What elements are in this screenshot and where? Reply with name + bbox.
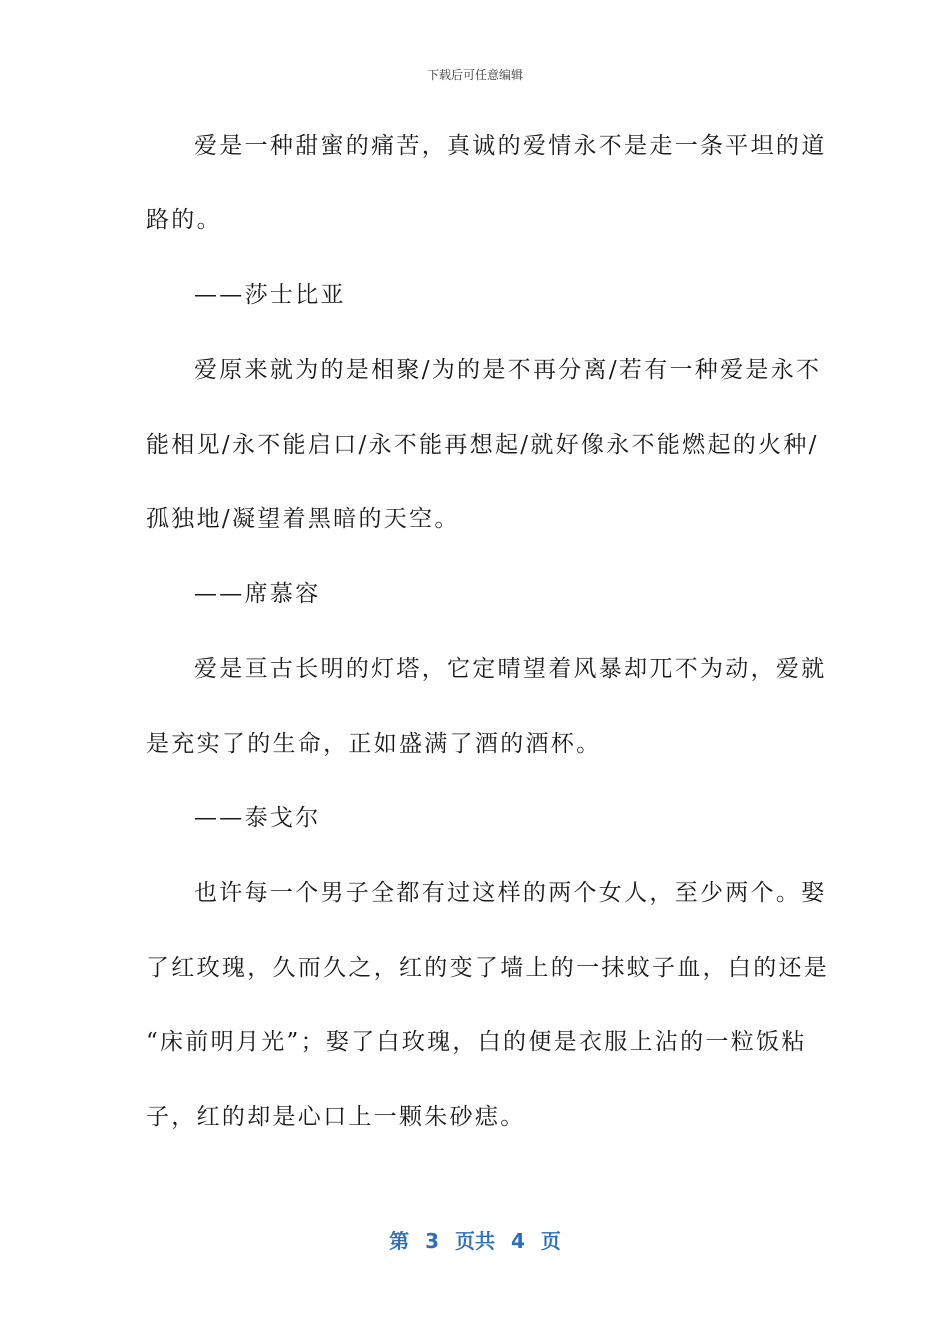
page-header-note: 下载后可任意编辑 xyxy=(426,68,523,82)
quote-attribution: ——席慕容 xyxy=(194,581,321,607)
paragraph-line: 孤独地/凝望着黑暗的天空。 xyxy=(146,506,460,532)
page-number-footer xyxy=(0,1225,950,1254)
paragraph-line: 能相见/永不能启口/永不能再想起/就好像永不能燃起的火种/ xyxy=(146,432,819,458)
page-prefix: 第 xyxy=(389,1229,410,1253)
paragraph-line: 爱原来就为的是相聚/为的是不再分离/若有一种爱是永不 xyxy=(194,357,822,383)
paragraph-line: 是充实了的生命，正如盛满了酒的酒杯。 xyxy=(146,731,602,757)
quote-attribution: ——莎士比亚 xyxy=(194,282,346,308)
paragraph-line: 爱是亘古长明的灯塔，它定晴望着风暴却兀不为动，爱就 xyxy=(194,656,827,682)
paragraph-line: 爱是一种甜蜜的痛苦，真诚的爱情永不是走一条平坦的道 xyxy=(194,133,827,159)
page-middle: 页共 xyxy=(455,1229,495,1253)
page-suffix: 页 xyxy=(540,1229,561,1253)
paragraph-line: “床前明月光”；娶了白玫瑰，白的便是衣服上沾的一粒饭粘 xyxy=(146,1029,807,1055)
total-page-number: 4 xyxy=(511,1229,525,1253)
paragraph-line: 了红玫瑰，久而久之，红的变了墙上的一抹蚊子血，白的还是 xyxy=(146,955,830,981)
paragraph-line: 子，红的却是心口上一颗朱砂痣。 xyxy=(146,1104,526,1130)
paragraph-line: 路的。 xyxy=(146,207,222,233)
quote-attribution: ——泰戈尔 xyxy=(194,805,321,831)
current-page-number: 3 xyxy=(425,1229,439,1253)
paragraph-line: 也许每一个男子全都有过这样的两个女人，至少两个。娶 xyxy=(194,880,827,906)
